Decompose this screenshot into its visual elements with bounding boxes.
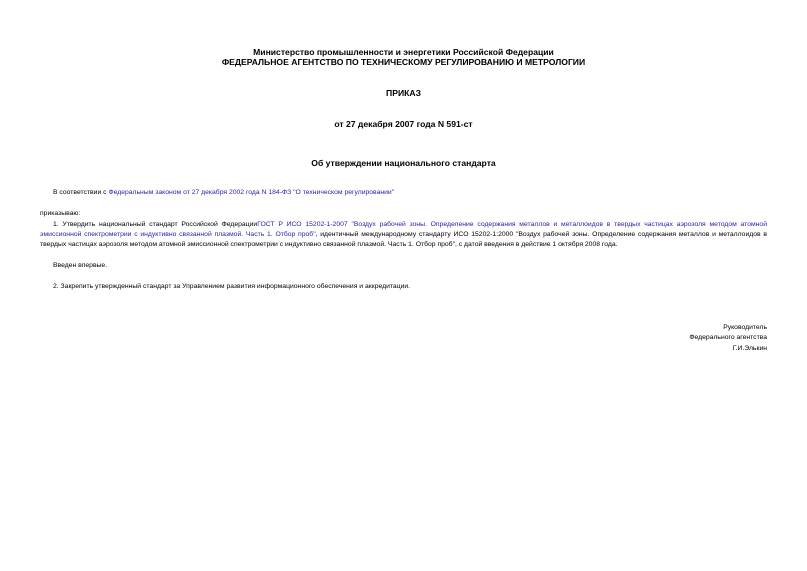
signature-title-line2: Федерального агентства [689, 334, 767, 341]
order-word: приказываю: [40, 210, 81, 217]
agency-name: ФЕДЕРАЛЬНОЕ АГЕНТСТВО ПО ТЕХНИЧЕСКОМУ РЕГУЛИРОВАНИЮ И МЕТРОЛОГИИ [221, 57, 586, 67]
item-1-paragraph [40, 220, 767, 250]
signature-name: Г.И.Элькин [732, 345, 767, 352]
document-date-number: от 27 декабря 2007 года N 591-ст [334, 119, 473, 129]
preamble-text: В соответствии с [53, 189, 109, 196]
item-2-paragraph: 2. Закрепить утвержденный стандарт за Управлением развития информационного обеспечения и аккредитации. [53, 283, 411, 290]
introduced-note: Введен впервые. [53, 262, 108, 269]
document-type: ПРИКАЗ [386, 88, 421, 98]
gost-standard-link[interactable]: ГОСТ Р ИСО 15202-1-2007 "Воздух рабочей зоны. Определение содержания металлов и металлоидов в твердых частицах аэрозоля методом атомной эмиссионной спектрометрии с индуктивно связанной плазмой. Часть 1. Отбор проб" [40, 221, 768, 238]
federal-law-link[interactable]: Федеральным законом от 27 декабря 2002 года N 184-ФЗ "О техническом регулировании" [108, 189, 395, 196]
item-1-text-after: , идентичный международному стандарту ИСО 15202-1:2000 "Воздух рабочей зоны. Определение содержания металлов и металлоидов в твердых частицах аэрозоля методом атомной эмиссионной спектрометрии с индуктивно связанной плазмой. Часть 1. Отбор проб", с датой введения в действие 1 октября 2008 года. [40, 231, 767, 248]
preamble-paragraph [53, 188, 767, 198]
document-subject: Об утверждении национального стандарта [311, 158, 496, 168]
item-1-text-before: 1. Утвердить национальный стандарт Российской Федерации [53, 221, 258, 228]
signature-title-line1: Руководитель [723, 324, 767, 331]
ministry-name: Министерство промышленности и энергетики Российской Федерации [253, 47, 554, 57]
